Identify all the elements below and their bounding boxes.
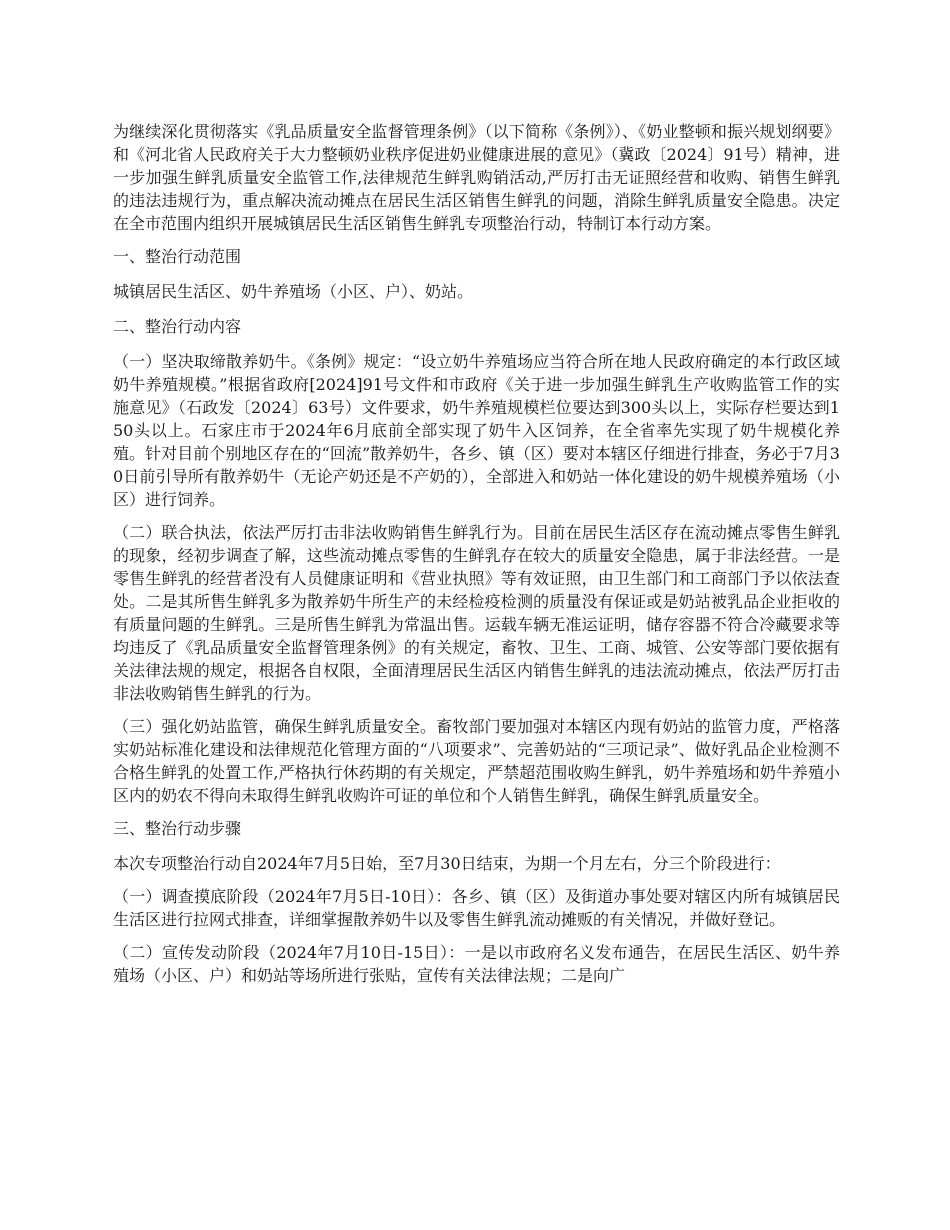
section-3-item-2: （二）宣传发动阶段（2024年7月10日-15日）：一是以市政府名义发布通告，在居民生活区、奶牛养殖场（小区、户）和奶站等场所进行张贴，宣传有关法律法规；二是向广 [113, 943, 840, 985]
section-3-heading: 三、整治行动步骤 [113, 819, 242, 838]
intro-paragraph: 为继续深化贯彻落实《乳品质量安全监督管理条例》（以下简称《条例》）、《奶业整顿和振兴规划纲要》和《河北省人民政府关于大力整顿奶业秩序促进奶业健康进展的意见》（冀政〔2024〕91号）精神，进一步加强生鲜乳质量安全监管工作,法律规范生鲜乳购销活动,严厉打击无证照经营和收购、销售生鲜乳的违法违规行为，重点解决流动摊点在居民生活区销售生鲜乳的问题，消除生鲜乳质量安全隐患。决定在全市范围内组织开展城镇居民生活区销售生鲜乳专项整治行动，特制订本行动方案。 [113, 122, 840, 233]
section-2-item-1: （一）坚决取缔散养奶牛。《条例》规定：“设立奶牛养殖场应当符合所在地人民政府确定的本行政区域奶牛养殖规模。”根据省政府[2024]91号文件和市政府《关于进一步加强生鲜乳生产收购监管工作的实施意见》（石政发〔2024〕63号）文件要求，奶牛养殖规模栏位要达到300头以上，实际存栏要达到150头以上。石家庄市于2024年6月底前全部实现了奶牛入区饲养，在全省率先实现了奶牛规模化养殖。针对目前个别地区存在的“回流”散养奶牛，各乡、镇（区）要对本辖区仔细进行排查，务必于7月30日前引导所有散养奶牛（无论产奶还是不产奶的），全部进入和奶站一体化建设的奶牛规模养殖场（小区）进行饲养。 [113, 352, 840, 509]
section-1-text: 城镇居民生活区、奶牛养殖场（小区、户）、奶站。 [113, 282, 474, 301]
section-3-item-1: （一）调查摸底阶段（2024年7月5日-10日）：各乡、镇（区）及街道办事处要对辖区内所有城镇居民生活区进行拉网式排查，详细掌握散养奶牛以及零售生鲜乳流动摊贩的有关情况，并做好登记。 [113, 887, 840, 929]
section-2-item-3: （三）强化奶站监管，确保生鲜乳质量安全。畜牧部门要加强对本辖区内现有奶站的监管力度，严格落实奶站标准化建设和法律规范化管理方面的“八项要求”、完善奶站的“三项记录”、做好乳品企业检测不合格生鲜乳的处置工作,严格执行休药期的有关规定，严禁超范围收购生鲜乳，奶牛养殖场和奶牛养殖小区内的奶农不得向未取得生鲜乳收购许可证的单位和个人销售生鲜乳，确保生鲜乳质量安全。 [113, 717, 840, 805]
section-1-heading: 一、整治行动范围 [113, 247, 242, 266]
section-2-heading: 二、整治行动内容 [113, 317, 242, 336]
section-3-text: 本次专项整治行动自2024年7月5日始，至7月30日结束，为期一个月左右，分三个阶段进行： [113, 854, 781, 873]
document-page [113, 120, 840, 997]
section-2-item-2: （二）联合执法，依法严厉打击非法收购销售生鲜乳行为。目前在居民生活区存在流动摊点零售生鲜乳的现象，经初步调查了解，这些流动摊点零售的生鲜乳存在较大的质量安全隐患，属于非法经营。一是零售生鲜乳的经营者没有人员健康证明和《营业执照》等有效证照，由卫生部门和工商部门予以依法查处。二是其所售生鲜乳多为散养奶牛所生产的未经检疫检测的质量没有保证或是奶站被乳品企业拒收的有质量问题的生鲜乳。三是所售生鲜乳为常温出售。运载车辆无准运证明，储存容器不符合冷藏要求等均违反了《乳品质量安全监督管理条例》的有关规定，畜牧、卫生、工商、城管、公安等部门要依据有关法律法规的规定，根据各自权限，全面清理居民生活区内销售生鲜乳的违法流动摊点，依法严厉打击非法收购销售生鲜乳的行为。 [113, 523, 840, 703]
